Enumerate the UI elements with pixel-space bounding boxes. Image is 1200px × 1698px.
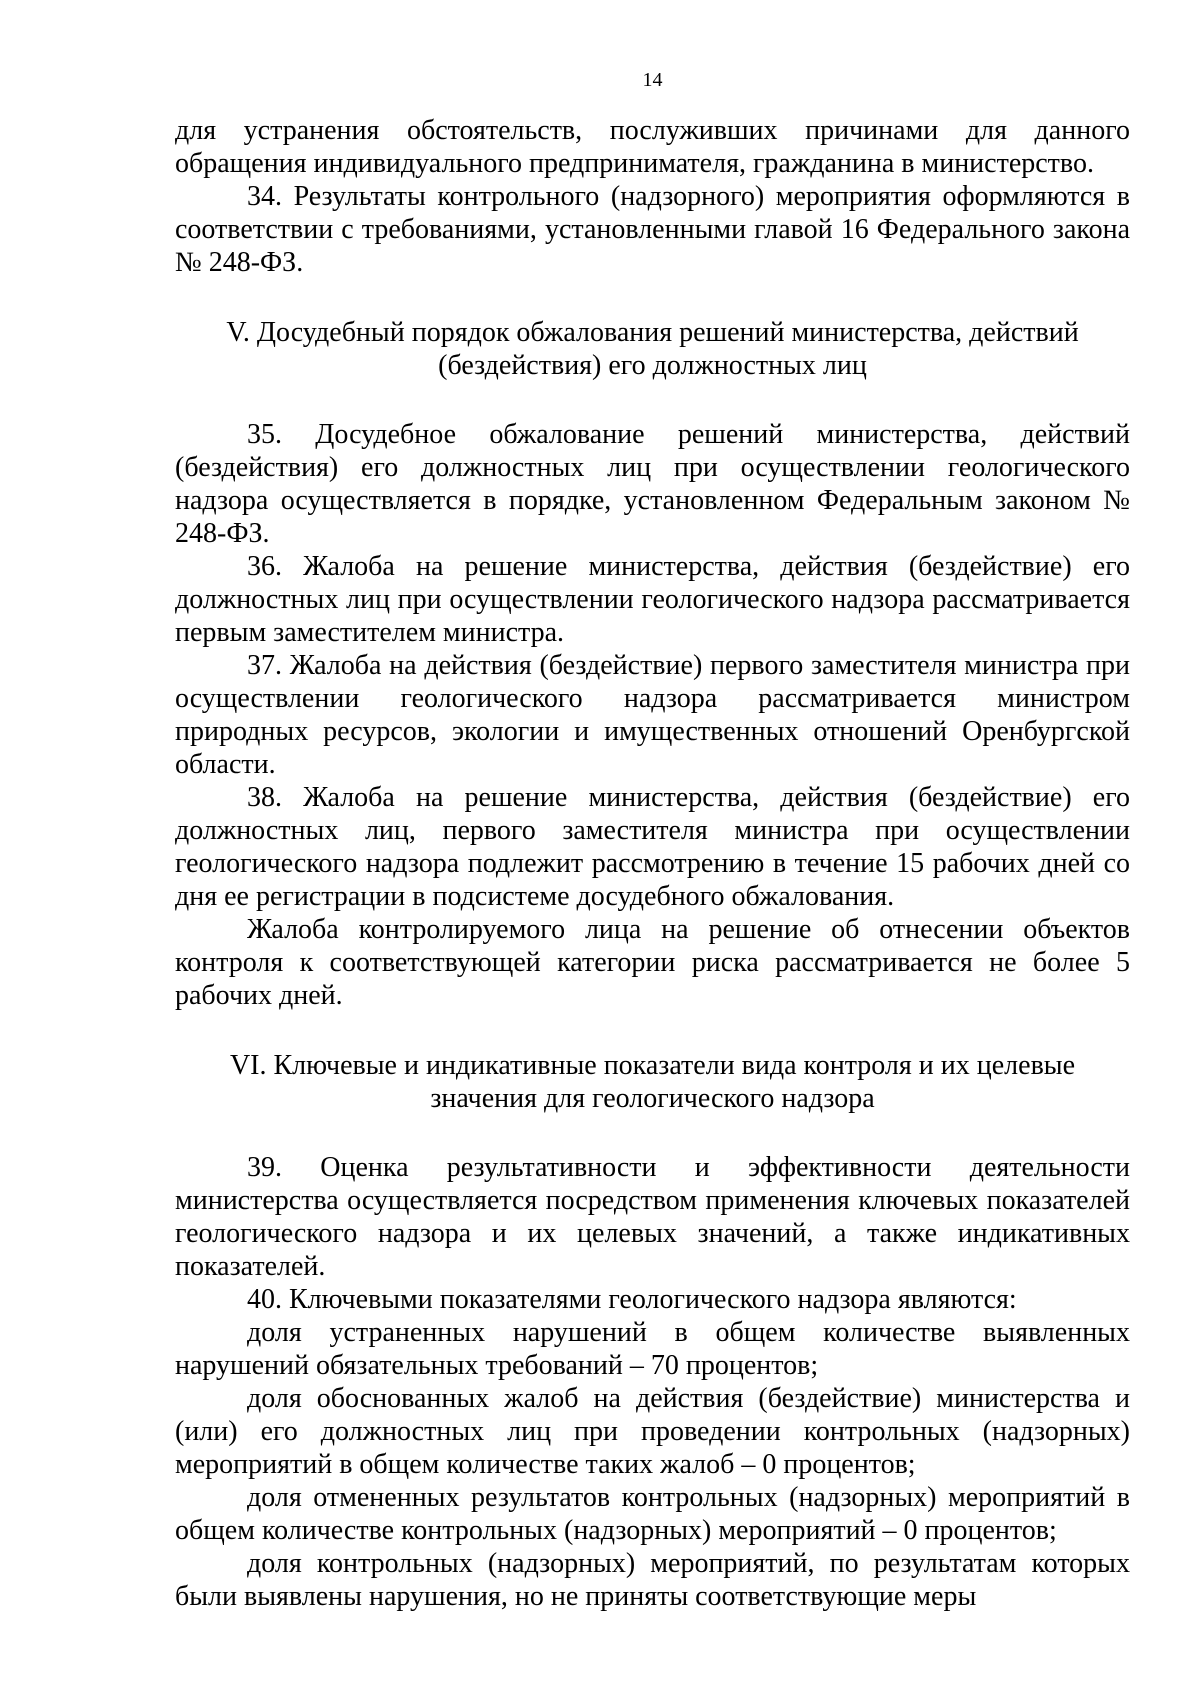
indicator-item: доля устраненных нарушений в общем количестве выявленных нарушений обязательных требований – 70 процентов; [175,1317,1130,1381]
paragraph-38: 38. Жалоба на решение министерства, действия (бездействие) его должностных лиц, первого заместителя министра при осуществлении геологического надзора подлежит рассмотрению в течение 15 рабочих дней со дня ее регистрации в подсистеме досудебного обжалования. [175,782,1130,912]
spacer [175,1115,1130,1151]
paragraph-38-complaint: Жалоба контролируемого лица на решение об отнесении объектов контроля к соответствующей категории риска рассматривается не более 5 рабочих дней. [175,914,1130,1011]
paragraph-34: 34. Результаты контрольного (надзорного) мероприятия оформляются в соответствии с требованиями, установленными главой 16 Федерального закона № 248-ФЗ. [175,181,1130,278]
indicator-item: доля контрольных (надзорных) мероприятий, по результатам которых были выявлены нарушения, но не приняты соответствующие меры [175,1548,1130,1612]
section-heading-vi [175,1049,1130,1115]
section-heading-v-line2: (бездействия) его должностных лиц [438,350,867,381]
document-body [175,114,1130,1613]
section-heading-vi-line2: значения для геологического надзора [430,1083,875,1114]
section-heading-v-line1: V. Досудебный порядок обжалования решений министерства, действий [226,317,1079,348]
indicator-item: доля обоснованных жалоб на действия (бездействие) министерства и (или) его должностных лиц при проведении контрольных (надзорных) мероприятий в общем количестве таких жалоб – 0 процентов; [175,1383,1130,1480]
paragraph-35: 35. Досудебное обжалование решений министерства, действий (бездействия) его должностных лиц при осуществлении геологического надзора осуществляется в порядке, установленном Федеральным законом № 248-ФЗ. [175,419,1130,549]
section-heading-v [175,316,1130,382]
section-heading-vi-line1: VI. Ключевые и индикативные показатели вида контроля и их целевые [229,1050,1076,1081]
spacer [175,1012,1130,1049]
spacer [175,382,1130,418]
paragraph-37: 37. Жалоба на действия (бездействие) первого заместителя министра при осуществлении геологического надзора рассматривается министром природных ресурсов, экологии и имущественных отношений Оренбургской области. [175,650,1130,780]
spacer [175,279,1130,316]
paragraph-39: 39. Оценка результативности и эффективности деятельности министерства осуществляется посредством применения ключевых показателей геологического надзора и их целевых значений, а также индикативных показателей. [175,1152,1130,1282]
page-number: 14 [642,69,663,91]
indicator-item: доля отмененных результатов контрольных (надзорных) мероприятий в общем количестве контрольных (надзорных) мероприятий – 0 процентов; [175,1482,1130,1546]
paragraph-36: 36. Жалоба на решение министерства, действия (бездействие) его должностных лиц при осуществлении геологического надзора рассматривается первым заместителем министра. [175,551,1130,648]
paragraph-continuation: для устранения обстоятельств, послуживших причинами для данного обращения индивидуального предпринимателя, гражданина в министерство. [175,115,1130,179]
paragraph-40: 40. Ключевыми показателями геологического надзора являются: [247,1284,1017,1315]
